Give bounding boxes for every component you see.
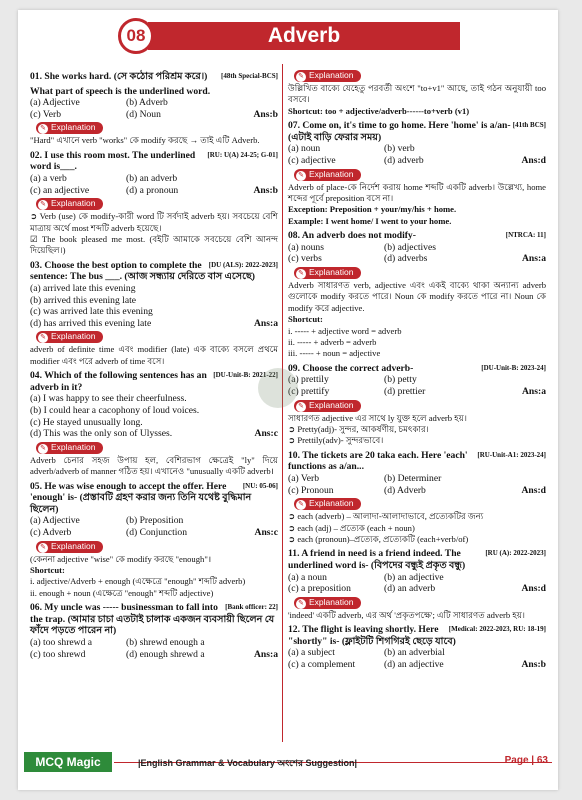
explanation-line: Exception: Preposition + your/my/his + home. <box>288 204 457 215</box>
option: (d) This was the only son of Ulysses. <box>30 428 173 440</box>
chapter-title: Adverb <box>148 22 460 50</box>
answer-options <box>30 283 278 329</box>
explanation-label-text: Explanation <box>51 122 96 133</box>
explanation-icon: ✎ <box>296 599 306 609</box>
explanation-line: Shortcut: <box>288 314 323 325</box>
option: (c) an adjective <box>30 184 90 196</box>
option: (a) Adjective <box>30 97 80 109</box>
explanation-label-text: Explanation <box>51 441 96 452</box>
question-stem: 04. Which of the following sentences has an adverb in it? <box>30 370 207 393</box>
explanation-line: (কেননা adjective "wise" কে modify করছে "enough"। <box>30 553 212 564</box>
answer-options <box>288 374 546 397</box>
option-row <box>30 295 278 307</box>
explanation-label <box>294 597 361 609</box>
explanation-label <box>36 198 103 210</box>
option: (a) too shrewd a <box>30 636 93 648</box>
question-stem: 05. He was wise enough to accept the offer. Here 'enough' is- (প্রস্তাবটি গ্রহণ করার জন্য তিনি যথেষ্ট বুদ্ধিমান ছিলেন) <box>30 480 252 515</box>
explanation-icon: ✎ <box>296 500 306 510</box>
spacer <box>521 473 546 485</box>
option: (c) a preposition <box>288 583 351 595</box>
explanation-line: ii. ----- + adverb = adverb <box>288 337 377 348</box>
answer-key: Ans:a <box>254 317 278 329</box>
option: (c) prettify <box>288 386 330 398</box>
explanation-line: ☑ The book pleased me most. (বইটি আমাকে সবচেয়ে বেশি আনন্দ দিয়েছিল।) <box>30 233 278 256</box>
explanation-icon: ✎ <box>296 72 306 82</box>
option-row <box>30 283 278 295</box>
option: (d) Adverb <box>384 484 426 496</box>
option-row <box>30 405 278 417</box>
question-stem: 10. The tickets are 20 taka each. Here 'each' functions as a/an... <box>288 449 468 473</box>
option: (b) arrived this evening late <box>30 294 137 306</box>
explanation-line: ➲ each (adj) – প্রত্যেক (each + noun) <box>288 522 415 533</box>
answer-key: Ans:a <box>254 648 278 660</box>
spacer <box>521 143 546 155</box>
option-row <box>30 393 278 405</box>
option: (c) was arrived late this evening <box>30 306 153 318</box>
option: (b) verb <box>384 143 415 155</box>
explanation-line: ➲ Verb (use) কে modify-কারী word টি সর্বদাই adverb হয়। সবচেয়ে বেশি মাত্রায় অর্থে most শব্দটি adverb হয়েছে। <box>30 211 278 233</box>
option: (b) shrewd enough a <box>126 636 205 648</box>
question-text <box>30 481 278 516</box>
question-text <box>30 602 278 637</box>
option-row <box>30 417 278 429</box>
answer-options <box>288 473 546 496</box>
explanation-label <box>294 267 361 279</box>
page-footer <box>18 750 558 776</box>
explanation-label <box>294 169 361 181</box>
option: (c) Verb <box>30 108 61 120</box>
question-source: [NU: 05-06] <box>242 481 278 490</box>
option: (d) an adverb <box>384 583 436 595</box>
option: (a) Verb <box>288 473 319 485</box>
option: (c) adjective <box>288 155 336 166</box>
question-text <box>288 450 546 473</box>
question-text <box>288 120 546 143</box>
explanation-line: Shortcut: <box>30 564 65 575</box>
option: (d) enough shrewd a <box>126 648 205 660</box>
option: (a) prettily <box>288 374 329 386</box>
question-source: [DU-Unit-B: 2021-22] <box>213 371 278 380</box>
explanation-label-text: Explanation <box>309 168 354 179</box>
explanation-label <box>36 331 103 343</box>
option: (c) He stayed unusually long. <box>30 416 143 428</box>
spacer <box>522 242 546 254</box>
option: (d) has arrived this evening late <box>30 317 152 329</box>
option: (a) a subject <box>288 647 335 659</box>
spacer <box>254 637 278 649</box>
explanation-icon: ✎ <box>296 171 306 181</box>
answer-key: Ans:b <box>253 108 278 120</box>
spacer <box>521 572 546 584</box>
question-source: [RU-Unit-A1: 2023-24] <box>477 450 546 459</box>
option: (c) a complement <box>288 659 356 670</box>
footer-caption: |English Grammar & Vocabulary অংশের Suggestion| <box>138 758 357 768</box>
explanation-line: সাধারণত adjective এর সাথে ly যুক্ত হলে adverb হয়। <box>288 412 467 423</box>
question-stem: 06. My uncle was ----- businessman to fall into the trap. (আমার চাচা এতটাই চালাক একজন ব্যবসায়ী ছিলেন যে ফাঁদে পড়তে পারেন না) <box>30 602 275 637</box>
explanation-line: Adverb চেনার সহজ উপায় হল, বেশিরভাগ ক্ষেত্রেই "ly" দিয়ে adverb/adverb of manner গঠিত হয়। এখানেও "unusually একটি adverb। <box>30 454 278 477</box>
spacer <box>521 647 546 659</box>
explanation-line: ii. enough + noun (এক্ষেত্রে "enough" শব্দটি adjective) <box>30 587 214 598</box>
question-stem: 11. A friend in need is a friend indeed. The underlined word is- (বিপদের বন্ধুই প্রকৃত বন্ধু) <box>288 548 466 572</box>
question-text <box>30 260 278 283</box>
explanation-icon: ✎ <box>38 124 48 134</box>
option: (a) noun <box>288 143 321 155</box>
question-source: [NTRCA: 11] <box>505 231 546 240</box>
explanation-line: Adverb সাধারণত verb, adjective এবং একই বাক্যে থাকা অন্যান্য adverb গুলোকে modify করতে পারে। Noun কে modify করতে পারে না। Noun কে modify করে adjective. <box>288 280 546 313</box>
option: (a) a verb <box>30 172 67 184</box>
question-stem: 02. I use this room most. The underlined word is___. <box>30 149 196 173</box>
left-column <box>30 68 278 660</box>
question-stem: 03. Choose the best option to complete the sentence: The bus ___. (আজ সন্ধ্যায় দেরিতে বাস এসেছে) <box>30 259 255 283</box>
answer-options <box>30 173 278 196</box>
explanation-icon: ✎ <box>38 543 48 553</box>
question-source: [RU: U(A) 24-25; G-01] <box>207 150 278 159</box>
option: (a) Adjective <box>30 515 80 527</box>
option: (c) verbs <box>288 253 322 265</box>
explanation-label-text: Explanation <box>51 331 96 342</box>
option-row <box>30 318 278 330</box>
brand-label: MCQ Magic <box>24 752 112 772</box>
explanation-line: i. ----- + adjective word = adverb <box>288 325 402 336</box>
option: (d) an adjective <box>384 659 444 670</box>
answer-key: Ans:c <box>254 428 278 440</box>
explanation-line: Example: I went home/ I went to your home. <box>288 215 452 226</box>
option-row <box>30 428 278 440</box>
question-stem: 01. She works hard. (সে কঠোর পরিশ্রম করে।) <box>30 71 208 82</box>
explanation-line: adverb of definite time এবং modifier (late) এক বাক্যে বসলে প্রথমে modifier এবং পরে adverb of time বসে। <box>30 344 278 366</box>
answer-key: Ans:b <box>521 659 546 670</box>
question-text <box>30 71 278 83</box>
explanation-label-text: Explanation <box>309 498 354 509</box>
option: (b) an adjective <box>384 571 444 583</box>
option: (d) a pronoun <box>126 184 179 196</box>
option: (b) an adverbial <box>384 647 445 659</box>
question-text <box>288 363 546 375</box>
explanation-label <box>294 400 361 412</box>
option: (d) Conjunction <box>126 526 188 538</box>
answer-options <box>288 572 546 595</box>
question-source: [48th Special-BCS] <box>221 72 278 80</box>
question-text <box>288 548 546 571</box>
option: (b) petty <box>384 374 417 386</box>
explanation-icon: ✎ <box>38 200 48 210</box>
spacer <box>522 374 546 386</box>
explanation-line: ➲ Prettily(adv)- সুন্দরভাবে। <box>288 435 384 446</box>
answer-key: Ans:a <box>522 253 546 265</box>
explanation-line: ➲ Pretty(adj)- সুন্দর, আকর্ষণীয়, চমৎকার। <box>288 424 429 435</box>
explanation-label <box>36 122 103 134</box>
question-source: [Bank officer: 22] <box>225 603 278 612</box>
option: (d) adverb <box>384 155 424 166</box>
option: (c) Adverb <box>30 526 72 538</box>
explanation-icon: ✎ <box>296 402 306 412</box>
option: (a) a noun <box>288 571 327 583</box>
question-stem: 08. An adverb does not modify- <box>288 230 416 242</box>
option: (b) I could hear a cacophony of loud voices. <box>30 404 200 416</box>
question-source: [Medical: 2022-2023, RU: 18-19] <box>448 625 546 634</box>
spacer <box>253 97 278 109</box>
option: (b) an adverb <box>126 172 178 184</box>
explanation-line: উল্লিখিত বাক্যে যেহেতু পরবর্তী অংশে "to+v1" আছে, তাই গঠন অনুযায়ী too বসবে। <box>288 83 546 105</box>
explanation-label-text: Explanation <box>309 399 354 410</box>
answer-key: Ans:b <box>253 184 278 196</box>
chapter-number-badge: 08 <box>118 18 154 54</box>
explanation-label-text: Explanation <box>309 70 354 80</box>
explanation-label-text: Explanation <box>309 596 354 607</box>
option: (a) nouns <box>288 241 324 253</box>
explanation-line: Adverb of place-কে নির্দেশ করায় home শব্দটি একটি adverb। উল্লেখ্য, home শব্দের পূর্বে preposition বসে না। <box>288 181 546 203</box>
answer-options <box>30 393 278 439</box>
explanation-line: 'indeed' একটি adverb, এর অর্থ 'প্রকৃতপক্ষে'; এটি সাধারণত adverb হয়। <box>288 609 525 620</box>
question-source: [DU-Unit-B: 2023-24] <box>481 363 546 372</box>
answer-options <box>288 242 546 265</box>
answer-key: Ans:d <box>521 484 546 496</box>
explanation-line: ➲ each (pronoun)–প্রত্যেক, প্রত্যেকটি (each+verb/of) <box>288 534 469 545</box>
option: (a) arrived late this evening <box>30 282 136 294</box>
question-text <box>288 230 546 242</box>
explanation-line: i. adjective/Adverb + enough (এক্ষেত্রে "enough" শব্দটি adverb) <box>30 576 246 587</box>
option-row <box>30 306 278 318</box>
question-source: [DU (ALS): 2022-2023] <box>208 260 278 269</box>
answer-options <box>30 515 278 538</box>
answer-key: Ans:a <box>522 386 546 398</box>
explanation-label <box>294 70 361 82</box>
answer-options <box>288 647 546 670</box>
option: (a) I was happy to see their cheerfulness. <box>30 393 187 405</box>
option: (d) Noun <box>126 108 161 120</box>
document-page <box>18 10 558 790</box>
option: (b) Adverb <box>126 97 168 109</box>
explanation-icon: ✎ <box>38 333 48 343</box>
question-text <box>288 624 546 647</box>
option: (d) adverbs <box>384 253 428 265</box>
right-column <box>288 68 546 671</box>
option: (b) adjectives <box>384 241 436 253</box>
explanation-label <box>36 442 103 454</box>
spacer <box>253 173 278 185</box>
question-text <box>30 150 278 173</box>
explanation-label-text: Explanation <box>309 267 354 277</box>
question-stem: 12. The flight is leaving shortly. Here "shortly" is- (ফ্লাইটটি শিগগিরই ছেড়ে যাবে) <box>288 624 456 647</box>
explanation-icon: ✎ <box>296 269 306 279</box>
question-stem: 09. Choose the correct adverb- <box>288 362 414 374</box>
explanation-label-text: Explanation <box>51 198 96 209</box>
explanation-label-text: Explanation <box>51 540 96 551</box>
explanation-line: Shortcut: too + adjective/adverb------to+verb (v1) <box>288 105 470 116</box>
answer-options <box>30 637 278 660</box>
question-source: [RU (A): 2022-2023] <box>485 549 546 558</box>
question-line-2: What part of speech is the underlined word. <box>30 85 211 97</box>
answer-key: Ans:d <box>521 583 546 595</box>
explanation-icon: ✎ <box>38 444 48 454</box>
question-text <box>30 370 278 393</box>
option: (c) Pronoun <box>288 484 334 496</box>
option: (b) Determiner <box>384 473 442 485</box>
option: (d) prettier <box>384 386 426 398</box>
page-number: Page | 63 <box>504 755 548 766</box>
spacer <box>255 515 278 527</box>
option: (b) Preposition <box>126 515 184 527</box>
answer-options <box>30 97 278 120</box>
explanation-line: ➲ each (adverb) – আলাদা-আলাদাভাবে, প্রত্যেকটির জন্য <box>288 511 484 522</box>
question-stem: 07. Come on, it's time to go home. Here 'home' is a/an- (এটাই বাড়ি ফেরার সময়) <box>288 120 511 143</box>
explanation-label <box>294 498 361 510</box>
explanation-line: "Hard" এখানে verb "works" কে modify করছে → তাই এটি Adverb. <box>30 135 260 146</box>
answer-key: Ans:c <box>254 526 278 538</box>
answer-key: Ans:d <box>521 155 546 166</box>
option: (c) too shrewd <box>30 648 86 660</box>
explanation-label <box>36 541 103 553</box>
question-source: [41th BCS] <box>512 121 546 130</box>
watermark-seal <box>258 368 298 408</box>
explanation-line: iii. ----- + noun = adjective <box>288 348 381 359</box>
answer-options <box>288 143 546 166</box>
chapter-header <box>118 18 460 54</box>
